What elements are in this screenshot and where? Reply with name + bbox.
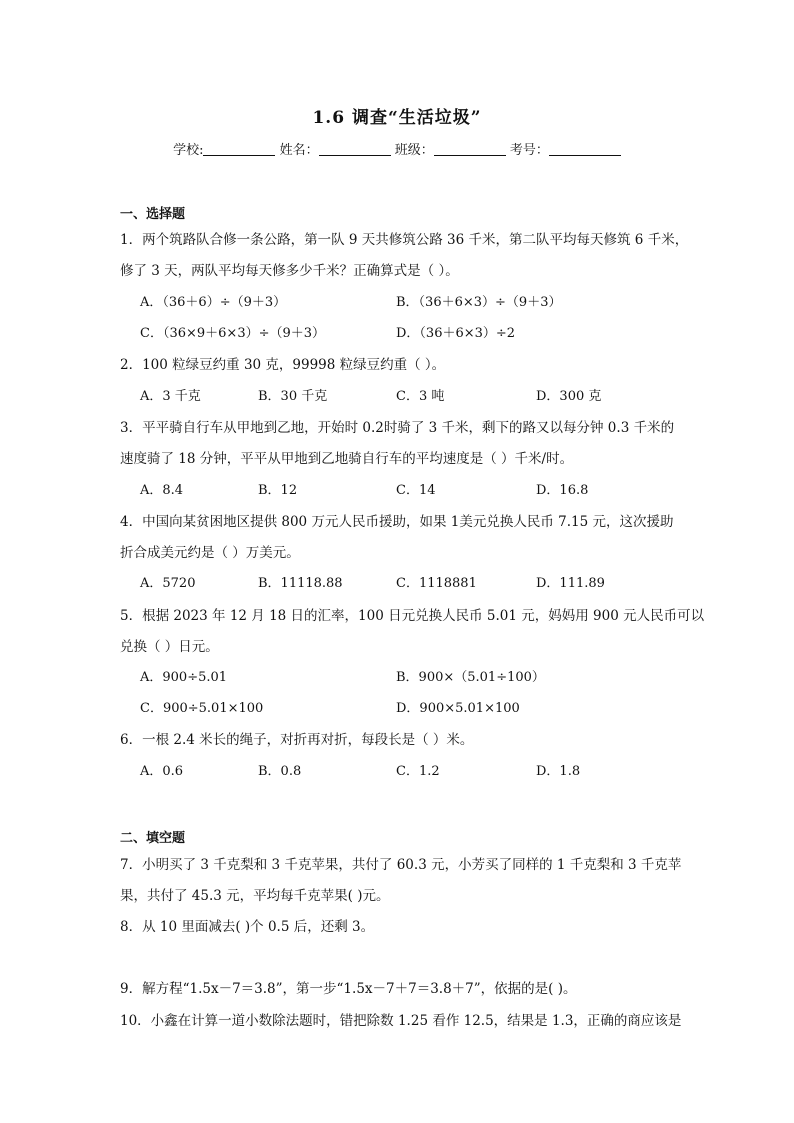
question-3-line-1: 3．平平骑自行车从甲地到乙地，开始时 0.2时骑了 3 千米，剩下的路又以每分钟 0.3 千米的 <box>120 420 675 436</box>
question-10-line-1: 10．小鑫在计算一道小数除法题时，错把除数 1.25 看作 12.5，结果是 1.3，正确的商应该是 <box>120 1013 682 1029</box>
question-3-line-2: 速度骑了 18 分钟，平平从甲地到乙地骑自行车的平均速度是（ ）千米/时。 <box>120 451 574 467</box>
question-6-option-b: B．0.8 <box>258 764 302 779</box>
question-1-line-1: 1．两个筑路队合修一条公路，第一队 9 天共修筑公路 36 千米，第二队平均每天修筑 6 千米， <box>120 232 689 248</box>
exam-number-label: 考号： <box>509 143 549 158</box>
exam-number-blank[interactable] <box>549 143 621 156</box>
section-fill-heading: 二、填空题 <box>120 831 186 846</box>
name-blank[interactable] <box>319 143 391 156</box>
question-5-option-c: C．900÷5.01×100 <box>140 701 264 716</box>
question-4-line-1: 4．中国向某贫困地区提供 800 万元人民币援助，如果 1美元兑换人民币 7.15 元，这次援助 <box>120 514 674 530</box>
question-1-option-b: B．（36＋6×3）÷（9＋3） <box>396 295 562 310</box>
question-3-option-c: C．14 <box>396 483 436 498</box>
school-label: 学校: <box>173 143 204 158</box>
section-choice-heading: 一、选择题 <box>120 207 186 222</box>
question-4-option-d: D．111.89 <box>536 576 605 591</box>
question-4-option-a: A．5720 <box>140 576 196 591</box>
question-1-option-d: D．（36＋6×3）÷2 <box>396 326 516 341</box>
question-5-option-a: A．900÷5.01 <box>140 670 228 685</box>
question-2-option-b: B．30 千克 <box>258 389 328 404</box>
question-4-line-2: 折合成美元约是（ ）万美元。 <box>120 545 300 561</box>
question-5-option-d: D．900×5.01×100 <box>396 701 520 716</box>
question-5-line-1: 5．根据 2023 年 12 月 18 日的汇率，100 日元兑换人民币 5.01 元，妈妈用 900 元人民币可以 <box>120 608 705 624</box>
question-6-option-d: D．1.8 <box>536 764 581 779</box>
question-1-option-a: A．（36＋6）÷（9＋3） <box>140 295 287 310</box>
question-4-option-c: C．1118881 <box>396 576 477 591</box>
class-label: 班级： <box>394 143 434 158</box>
question-1-line-2: 修了 3 天，两队平均每天修多少千米？正确算式是（ ）。 <box>120 263 459 279</box>
question-9-line-1: 9．解方程“1.5x－7＝3.8”，第一步“1.5x－7＋7＝3.8＋7”，依据的是( )。 <box>120 981 577 997</box>
question-5-line-2: 兑换（ ）日元。 <box>120 639 219 655</box>
class-blank[interactable] <box>434 143 506 156</box>
name-label: 姓名： <box>279 143 319 158</box>
question-3-option-b: B．12 <box>258 483 298 498</box>
question-2-option-a: A．3 千克 <box>140 389 201 404</box>
question-3-option-d: D．16.8 <box>536 483 589 498</box>
question-6-line-1: 6．一根 2.4 米长的绳子，对折再对折，每段长是（ ）米。 <box>120 732 474 748</box>
question-8-line-1: 8．从 10 里面减去( )个 0.5 后，还剩 3。 <box>120 919 375 935</box>
question-6-option-c: C．1.2 <box>396 764 440 779</box>
question-2-option-d: D．300 克 <box>536 389 602 404</box>
question-2-line-1: 2．100 粒绿豆约重 30 克，99998 粒绿豆约重（ ）。 <box>120 357 446 373</box>
question-4-option-b: B．11118.88 <box>258 576 343 591</box>
question-7-line-2: 果，共付了 45.3 元，平均每千克苹果( )元。 <box>120 888 390 904</box>
question-1-option-c: C．（36×9＋6×3）÷（9＋3） <box>140 326 326 341</box>
question-7-line-1: 7．小明买了 3 千克梨和 3 千克苹果，共付了 60.3 元，小芳买了同样的 1 千克梨和 3 千克苹 <box>120 857 682 873</box>
question-5-option-b: B．900×（5.01÷100） <box>396 670 545 685</box>
question-6-option-a: A．0.6 <box>140 764 184 779</box>
student-info-row <box>0 139 794 158</box>
school-blank[interactable] <box>203 143 275 156</box>
page-title: 1.6 调查“生活垃圾” <box>312 108 482 128</box>
question-3-option-a: A．8.4 <box>140 483 184 498</box>
question-2-option-c: C．3 吨 <box>396 389 445 404</box>
